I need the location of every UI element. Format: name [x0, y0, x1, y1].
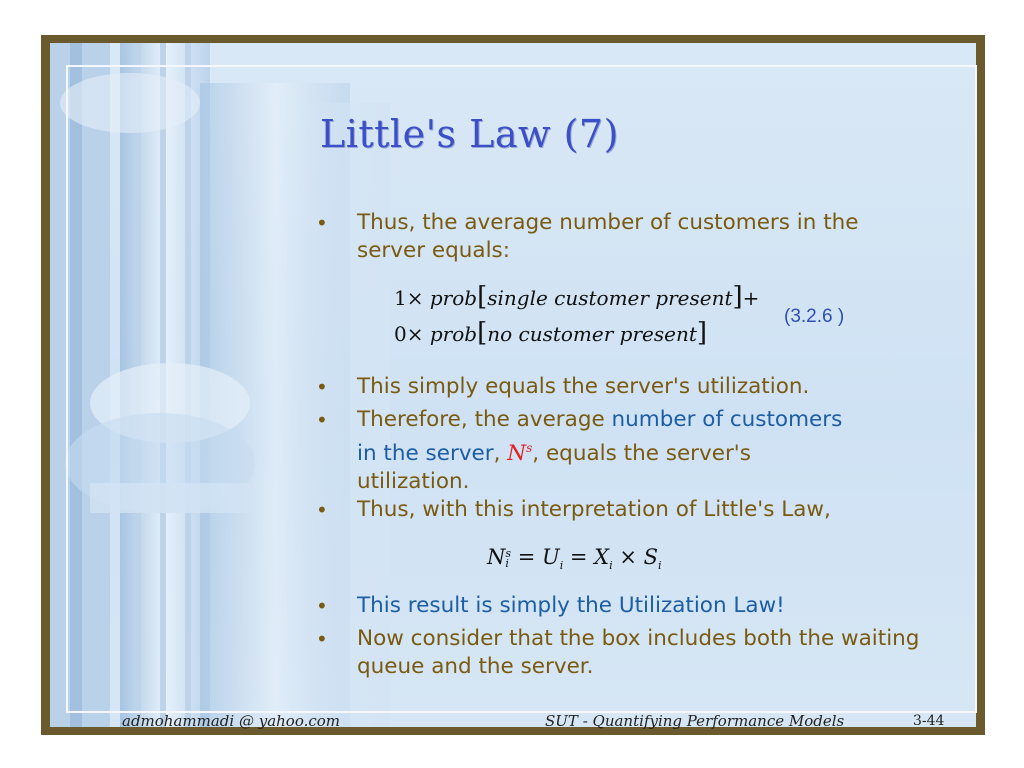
- formula-line-2: 0× prob[no customer present]: [394, 318, 708, 348]
- formula-prob-1: prob: [429, 286, 478, 310]
- bullet-2-text: This simply equals the server's utilization.: [357, 374, 810, 399]
- variable-ns: [507, 441, 532, 466]
- bullet-5: [316, 592, 947, 620]
- bullet-1: [316, 209, 902, 265]
- bullet-3-text-a: Therefore, the average: [357, 407, 612, 432]
- bullet-marker: •: [316, 375, 328, 399]
- formula-arg-2: no customer present: [487, 322, 697, 346]
- bullet-marker: •: [316, 627, 328, 651]
- f2-s-sub: i: [658, 559, 662, 573]
- bullet-3-text-d: , equals the server's utilization.: [357, 441, 751, 495]
- formula-coef-1: 1×: [394, 286, 424, 310]
- variable-s-sup: s: [526, 441, 533, 455]
- bullet-2: [316, 373, 947, 401]
- bullet-marker: •: [316, 408, 328, 432]
- bullet-4: [316, 496, 902, 524]
- f2-n: N: [487, 545, 506, 569]
- formula-plus: +: [742, 286, 760, 310]
- f2-n-sup: s: [505, 546, 512, 560]
- f2-u: U: [541, 545, 560, 569]
- f2-times: ×: [612, 545, 644, 569]
- f2-s: S: [643, 545, 658, 569]
- formula-arg-1: single customer present: [487, 286, 733, 310]
- f2-x: X: [594, 545, 610, 569]
- bullet-marker: •: [316, 211, 328, 235]
- formula-line-1: 1× prob[single customer present]+: [394, 282, 760, 312]
- bullet-5-text: This result is simply the Utilization Law!: [357, 593, 785, 618]
- bullet-3-text-c: ,: [493, 441, 508, 467]
- bullet-1-text: Thus, the average number of customers in the server equals:: [357, 210, 859, 263]
- f2-u-sub: i: [559, 559, 564, 573]
- bullet-3-highlight: number of customers in the server: [357, 407, 843, 467]
- f2-eq1: =: [511, 545, 542, 569]
- bullet-marker: •: [316, 594, 328, 618]
- bullet-4-text: Thus, with this interpretation of Little's Law,: [357, 497, 831, 522]
- f2-x-sub: i: [609, 559, 613, 573]
- bullet-3: [316, 406, 867, 496]
- footer-page-number: 3-44: [913, 713, 945, 729]
- formula-coef-2: 0×: [394, 322, 424, 346]
- bullet-6: [316, 625, 947, 681]
- bullet-marker: •: [316, 498, 328, 522]
- formula-prob-2: prob: [429, 322, 478, 346]
- f2-n-sub: i: [505, 556, 509, 570]
- formula-little-law: [487, 545, 662, 572]
- footer-email: admohammadi @ yahoo.com: [122, 712, 341, 730]
- equation-number: (3.2.6 ): [784, 306, 845, 327]
- variable-n: N: [507, 441, 527, 467]
- bullet-6-text: Now consider that the box includes both the waiting queue and the server.: [357, 626, 920, 679]
- footer-course: SUT - Quantifying Performance Models: [545, 712, 845, 730]
- slide-title: Little's Law (7): [320, 112, 619, 156]
- f2-eq2: =: [563, 545, 595, 569]
